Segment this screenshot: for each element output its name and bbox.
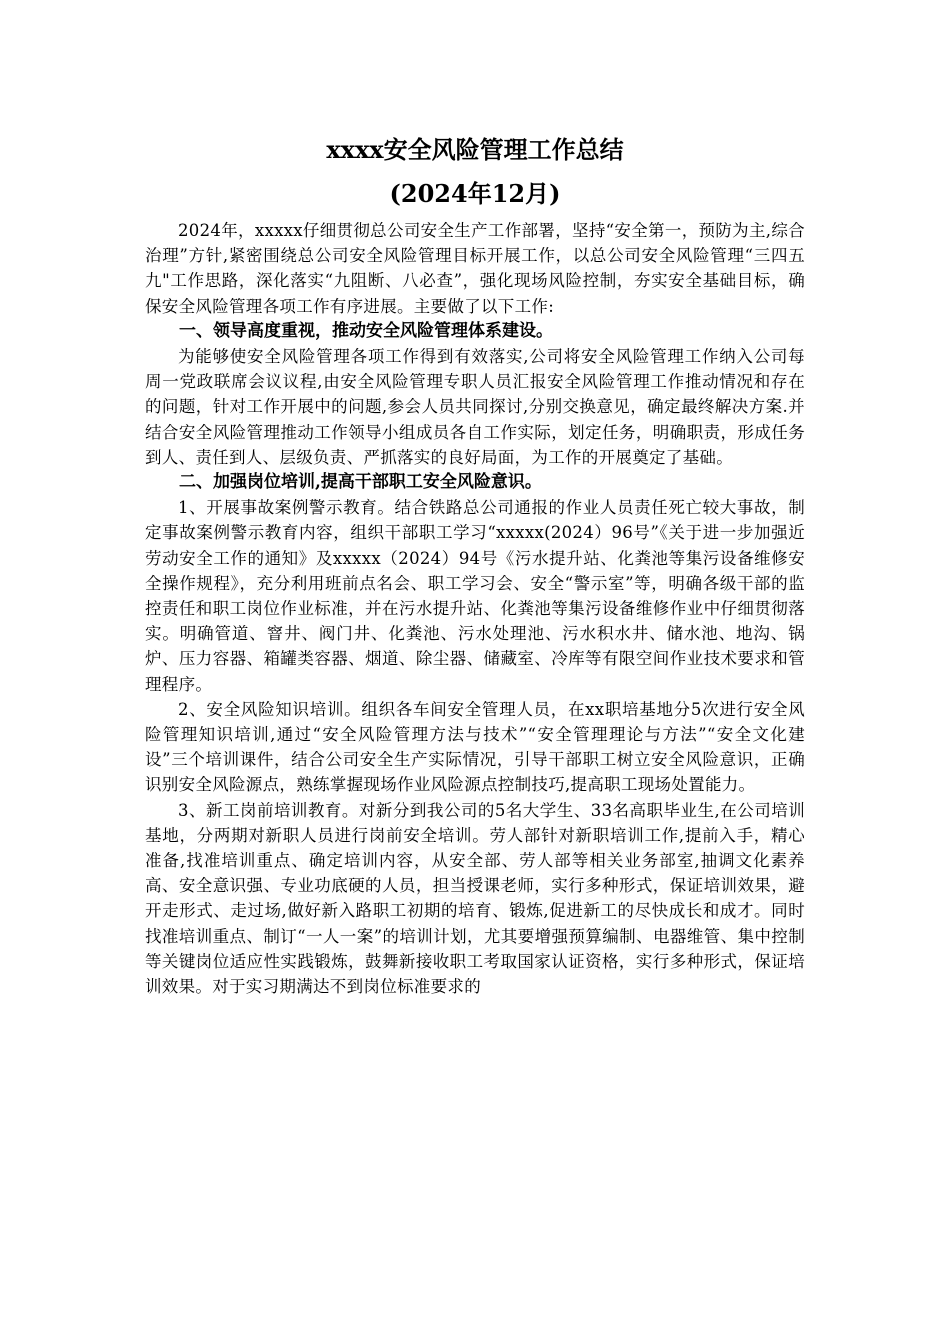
section-1-heading: 一、领导高度重视，推动安全风险管理体系建设。 [179, 320, 553, 341]
document-date: (2024年12月) [389, 179, 561, 208]
section-2-item-3: 3、新工岗前培训教育。对新分到我公司的5名大学生、33名高职毕业生,在公司培训基地，分两期对新职人员进行岗前安全培训。劳人部针对新职培训工作,提前入手，精心准备,找准培训重点、确定培训内容，从安全部、劳人部等相关业务部室,抽调文化素养高、安全意识强、专业功底硬的人员，担当授课老师，实行多种形式，保证培训效果，避开走形式、走过场,做好新入路职工初期的培育、锻炼,促进新工的尽快成长和成才。同时找准培训重点、制订“一人一案”的培训计划，尤其要增强预算编制、电器维管、集中控制等关键岗位适应性实践锻炼，鼓舞新接收职工考取国家认证资格，实行多种形式，保证培训效果。对于实习期满达不到岗位标准要求的 [145, 800, 805, 997]
section-2-item-2: 2、安全风险知识培训。组织各车间安全管理人员，在xx职培基地分5次进行安全风险管理知识培训,通过“安全风险管理方法与技术”“安全管理理论与方法”“安全文化建设”三个培训课件，结合公司安全生产实际情况，引导干部职工树立安全风险意识，正确识别安全风险源点，熟练掌握现场作业风险源点控制技巧,提高职工现场处置能力。 [145, 699, 805, 795]
section-1-paragraph: 为能够使安全风险管理各项工作得到有效落实,公司将安全风险管理工作纳入公司每周一党政联席会议议程,由安全风险管理专职人员汇报安全风险管理工作推动情况和存在的问题，针对工作开展中的问题,参会人员共同探讨,分别交换意见，确定最终解决方案.并结合安全风险管理推动工作领导小组成员各自工作实际，划定任务，明确职责，形成任务到人、责任到人、层级负责、严抓落实的良好局面，为工作的开展奠定了基础。 [145, 347, 805, 467]
section-2-item-1: 1、开展事故案例警示教育。结合铁路总公司通报的作业人员责任死亡较大事故，制定事故案例警示教育内容，组织干部职工学习“xxxxx(2024）96号”《关于进一步加强近劳动安全工作的通知》及xxxxx（2024）94号《污水提升站、化粪池等集污设备维修安全操作规程》，充分利用班前点名会、职工学习会、安全“警示室”等，明确各级干部的监控责任和职工岗位作业标准，并在污水提升站、化粪池等集污设备维修作业中仔细贯彻落实。明确管道、窨井、阀门井、化粪池、污水处理池、污水积水井、储水池、地沟、锅炉、压力容器、箱罐类容器、烟道、除尘器、储藏室、冷库等有限空间作业技术要求和管理程序。 [145, 498, 805, 694]
section-2-heading: 二、加强岗位培训,提高干部职工安全风险意识。 [179, 472, 542, 493]
document-page [145, 128, 805, 999]
document-title: xxxx安全风险管理工作总结 [326, 135, 624, 164]
intro-paragraph: 2024年，xxxxx仔细贯彻总公司安全生产工作部署，坚持“安全第一，预防为主,综合治理”方针,紧密围绕总公司安全风险管理目标开展工作，以总公司安全风险管理“三四五九"工作思路，深化落实“九阻断、八必查”，强化现场风险控制，夯实安全基础目标，确保安全风险管理各项工作有序进展。主要做了以下工作: [145, 221, 805, 316]
